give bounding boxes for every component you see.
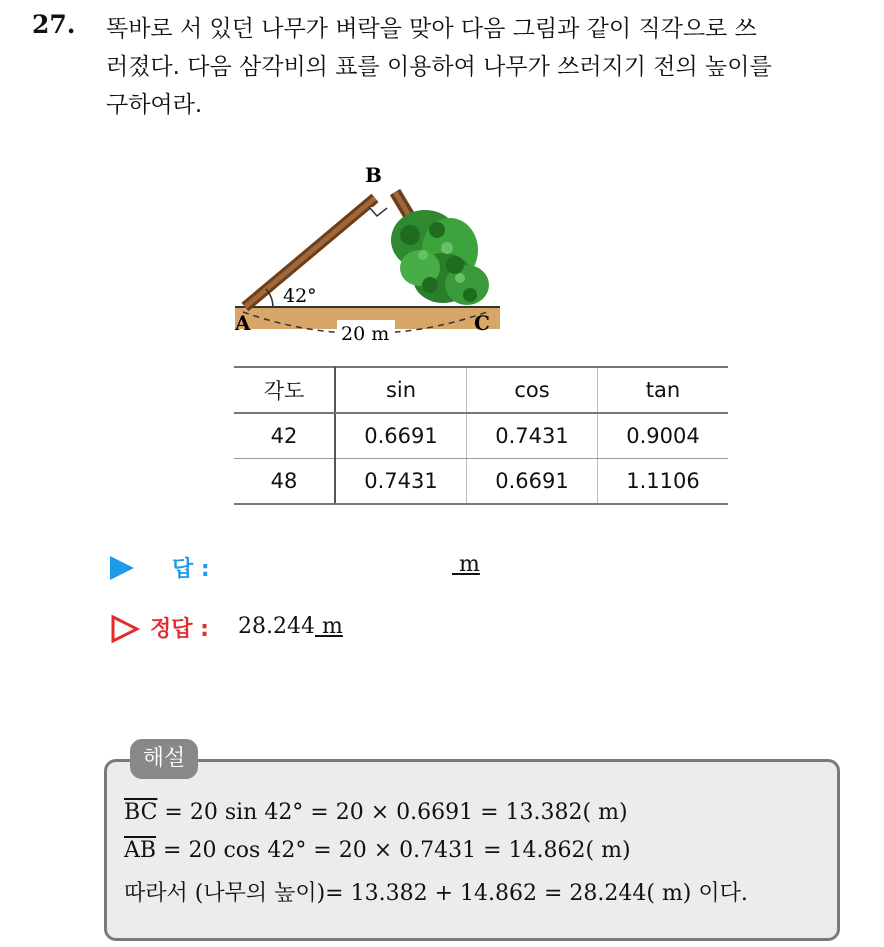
table-cell: 0.7431 [467,413,598,459]
trig-table [234,366,728,505]
question-text [106,10,866,124]
correct-number: 28.244 [238,614,315,639]
table-cell: 1.1106 [598,459,729,505]
table-cell: 0.7431 [335,459,467,505]
table-row [234,459,728,505]
explanation-line-2: $\overline{AB} = 20$ cos 42° = 20 × 0.7431 = 14.862( m) [124,838,631,863]
answer-unit: m [459,552,480,577]
label-c: C [474,311,490,335]
explanation-line-1: $\overline{BC} = 20$ sin 42° = 20 × 0.6691 = 13.382( m) [124,800,628,825]
table-cell: 0.6691 [467,459,598,505]
distance-label: 20 m [341,323,390,345]
table-row [234,413,728,459]
table-header-cell: 각도 [234,367,335,413]
answer-blank[interactable] [452,552,480,577]
table-cell: 42 [234,413,335,459]
tree-leaves [391,210,489,305]
question-line-1: 똑바로 서 있던 나무가 벼락을 맞아 다음 그림과 같이 직각으로 쓰 [106,16,757,42]
play-arrow-icon [110,556,134,580]
label-a: A [235,311,251,335]
table-cell: 0.6691 [335,413,467,459]
right-angle-mark [369,207,387,216]
table-header-cell: cos [467,367,598,413]
correct-label: 정답 : [150,617,209,642]
table-header-row [234,367,728,413]
table-cell: 48 [234,459,335,505]
question-line-3: 구하여라. [106,92,203,118]
question-number: 27. [32,10,76,39]
correct-value [238,614,343,639]
table-header-cell: tan [598,367,729,413]
table-header-cell: sin [335,367,467,413]
answer-label: 답 : [172,557,210,582]
outline-arrow-icon [110,614,140,644]
explanation-tag: 해설 [130,739,198,779]
angle-label: 42° [283,285,317,307]
question-line-2: 러졌다. 다음 삼각비의 표를 이용하여 나무가 쓰러지기 전의 높이를 [106,54,772,80]
segment-ab: $\overline{AB}$ [124,838,157,863]
explanation-line-3: 따라서 (나무의 높이)= 13.382 + 14.862 = 28.244( m) 이다. [124,881,748,906]
label-b: B [365,163,382,187]
table-cell: 0.9004 [598,413,729,459]
correct-unit: m [321,614,343,639]
segment-bc: $\overline{BC}$ [124,800,158,825]
tree-triangle-figure [225,160,515,350]
